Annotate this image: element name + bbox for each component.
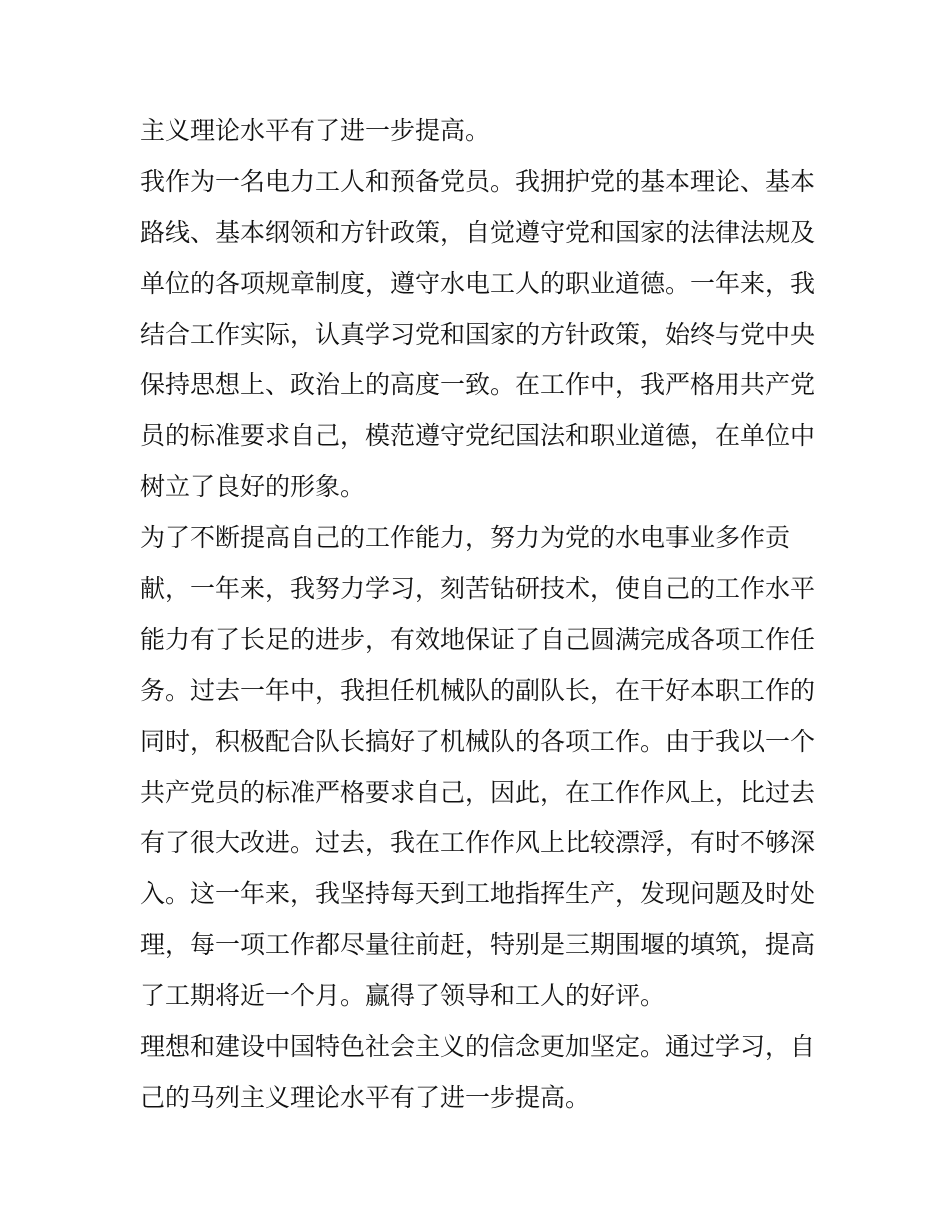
- text-line: 同时，积极配合队长搞好了机械队的各项工作。由于我以一个: [140, 726, 816, 756]
- text-line: 己的马列主义理论水平有了进一步提高。: [140, 1082, 591, 1112]
- text-line: 共产党员的标准严格要求自己，因此，在工作作风上，比过去: [140, 777, 816, 807]
- text-line: 路线、基本纲领和方针政策，自觉遵守党和国家的法律法规及: [140, 217, 816, 247]
- text-line: 有了很大改进。过去，我在工作作风上比较漂浮，有时不够深: [140, 828, 816, 858]
- text-line: 为了不断提高自己的工作能力，努力为党的水电事业多作贡: [140, 523, 791, 553]
- text-line: 入。这一年来，我坚持每天到工地指挥生产，发现问题及时处: [140, 879, 816, 909]
- text-line: 能力有了长足的进步，有效地保证了自己圆满完成各项工作任: [140, 624, 816, 654]
- text-line: 务。过去一年中，我担任机械队的副队长，在干好本职工作的: [140, 675, 816, 705]
- text-line: 员的标准要求自己，模范遵守党纪国法和职业道德，在单位中: [140, 421, 816, 451]
- text-line: 树立了良好的形象。: [140, 472, 366, 502]
- text-line: 我作为一名电力工人和预备党员。我拥护党的基本理论、基本: [140, 166, 816, 196]
- text-line: 保持思想上、政治上的高度一致。在工作中，我严格用共产党: [140, 370, 816, 400]
- text-line: 理，每一项工作都尽量往前赶，特别是三期围堰的填筑，提高: [140, 930, 816, 960]
- text-line: 理想和建设中国特色社会主义的信念更加坚定。通过学习，自: [140, 1032, 816, 1062]
- text-line: 单位的各项规章制度，遵守水电工人的职业道德。一年来，我: [140, 268, 816, 298]
- text-line: 了工期将近一个月。赢得了领导和工人的好评。: [140, 981, 666, 1011]
- text-line: 主义理论水平有了进一步提高。: [140, 116, 491, 145]
- body-text: [140, 106, 820, 1124]
- text-line: 献，一年来，我努力学习，刻苦钻研技术，使自己的工作水平: [140, 574, 816, 604]
- text-line: 结合工作实际，认真学习党和国家的方针政策，始终与党中央: [140, 319, 816, 349]
